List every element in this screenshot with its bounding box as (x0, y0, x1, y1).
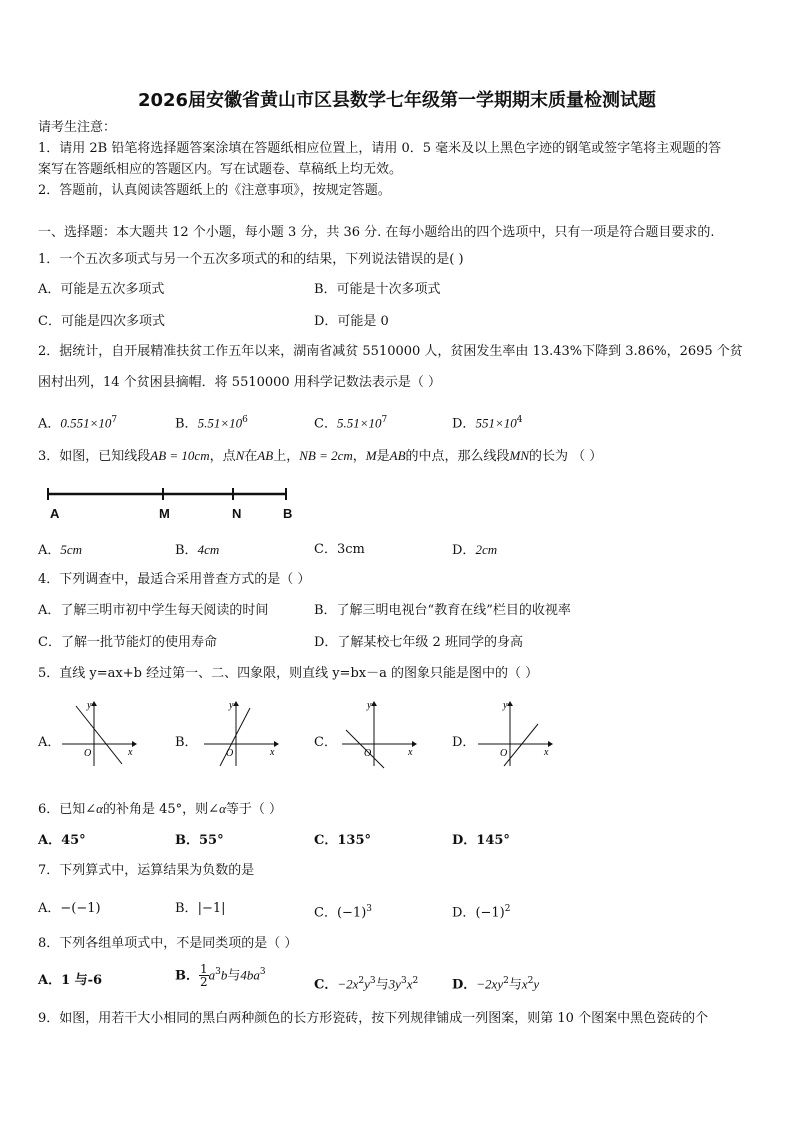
q6-option-c: C．135° (314, 833, 371, 848)
q7-option-d (452, 900, 510, 922)
x-axis-arrow (412, 741, 417, 747)
q2-option-a-exponent: 7 (111, 415, 118, 425)
q5-graph-b (200, 700, 280, 770)
q6-option-a: A．45° (38, 833, 86, 848)
q1-option-c: C．可能是四次多项式 (38, 314, 165, 329)
q8-c-term: −2x (337, 976, 359, 992)
q3-math-n: N (235, 448, 245, 463)
y-axis-arrow (91, 701, 97, 706)
q3-option-c (314, 541, 365, 559)
q8-option-d-label: D． (452, 977, 477, 993)
q3-math-ab3: AB (389, 448, 406, 463)
x-label: x (544, 747, 549, 758)
q6-stem (38, 800, 282, 819)
q8-b-term: 4ba (240, 967, 260, 983)
origin-label: O (226, 748, 234, 759)
q2-option-c-value: 5.51×10 (336, 415, 382, 431)
q5-graph-d (474, 700, 554, 770)
y-label: y (87, 700, 92, 711)
y-label: y (367, 700, 372, 711)
q2-option-a-label: A． (38, 416, 61, 432)
q2-option-c-label: C． (314, 416, 337, 432)
q3-stem (38, 447, 602, 466)
q5-option-c-label: C． (314, 735, 337, 750)
q8-b-conj: 与 (227, 968, 241, 984)
q5-option-a-label: A． (38, 735, 61, 750)
q8-b-exp: 3 (215, 967, 221, 977)
q3-stem-part: 在 (244, 449, 258, 464)
q8-option-d (452, 972, 539, 994)
q3-label-b: B (283, 506, 293, 521)
q8-c-exp: 2 (412, 976, 419, 986)
x-label: x (270, 747, 275, 758)
q1-option-a: A．可能是五次多项式 (38, 282, 165, 297)
q3-option-d-label: D． (452, 543, 476, 558)
q8-stem: 8．下列各组单项式中，不是同类项的是（ ） (38, 936, 298, 951)
q8-c-exp: 3 (400, 976, 407, 986)
q3-stem-part: ， (352, 449, 366, 464)
q8-option-b-fraction (199, 963, 209, 988)
q6-stem-part: 的补角是 45°，则∠ (103, 802, 220, 817)
page-title: 2026届安徽省黄山市区县数学七年级第一学期期末质量检测试题 (137, 90, 657, 111)
q3-stem-part: 的中点，那么线段 (405, 449, 510, 464)
q8-option-c-label: C． (314, 977, 338, 993)
q2-option-c-exponent: 7 (381, 415, 388, 425)
y-axis-arrow (371, 701, 377, 706)
q4-option-a: A．了解三明市初中学生每天阅读的时间 (38, 603, 269, 618)
q3-option-c-value: 3cm (336, 542, 365, 557)
x-label: x (128, 747, 133, 758)
q8-option-a: A．1 与-6 (38, 973, 103, 988)
q8-c-term: y (364, 976, 370, 992)
x-label: x (408, 747, 413, 758)
origin-label: O (500, 748, 508, 759)
q3-math-ab2: AB (257, 448, 274, 463)
q8-d-term: x (521, 976, 528, 992)
q3-option-d (452, 541, 497, 560)
q2-option-a-value: 0.551×10 (60, 415, 112, 431)
q3-stem-part: ，点 (209, 449, 236, 464)
q6-option-d: D．145° (452, 833, 510, 848)
q8-option-b (175, 963, 266, 988)
q7-option-d-exponent: 2 (504, 904, 511, 914)
origin-label: O (364, 748, 372, 759)
q6-alpha: α (219, 801, 226, 816)
q1-stem: 1．一个五次多项式与另一个五次多项式的和的结果，下列说法错误的是( ) (38, 252, 464, 267)
q2-option-b (175, 411, 248, 433)
q3-option-a (38, 541, 82, 560)
notice-item-2: 2．答题前，认真阅读答题纸上的《注意事项》，按规定答题。 (38, 183, 391, 198)
q7-option-a-value: −(−1) (60, 901, 101, 916)
q8-c-exp: 2 (358, 976, 365, 986)
q3-option-b-value: 4cm (197, 542, 220, 557)
graph-line (220, 708, 250, 766)
q8-b-term: a (208, 967, 216, 983)
q7-option-c-exponent: 3 (366, 904, 372, 914)
graph-line (504, 724, 538, 766)
q2-option-c (314, 411, 387, 433)
q7-option-c-label: C． (314, 905, 337, 921)
q8-c-term: 3y (388, 976, 401, 992)
q3-option-a-value: 5cm (60, 542, 83, 557)
q3-stem-part: 上， (273, 449, 300, 464)
q1-option-b: B．可能是十次多项式 (314, 282, 441, 297)
q9-stem: 9．如图，用若干大小相同的黑白两种颜色的长方形瓷砖，按下列规律铺成一列图案，则第 10 个图案中黑色瓷砖的个 (38, 1011, 709, 1026)
q8-d-exp: 2 (503, 976, 509, 986)
q7-stem: 7．下列算式中，运算结果为负数的是 (38, 863, 255, 878)
q4-stem: 4．下列调查中，最适合采用普查方式的是（ ） (38, 572, 311, 587)
q8-c-term: x (406, 976, 413, 992)
q3-option-b-label: B． (175, 543, 198, 558)
q7-option-b-label: B． (175, 901, 198, 916)
q7-option-c-value: (−1) (336, 905, 367, 921)
q2-option-d (452, 411, 522, 433)
q8-option-c (314, 972, 418, 994)
q8-d-term: y (533, 976, 540, 992)
q2-stem-line-2: 困村出列，14 个贫困县摘帽．将 5510000 用科学记数法表示是（ ） (38, 375, 441, 390)
fraction-numerator: 1 (200, 962, 208, 977)
q3-math-ab: AB = 10cm (150, 448, 210, 463)
x-axis-arrow (274, 741, 279, 747)
q4-option-b: B．了解三明电视台“教育在线”栏目的收视率 (314, 603, 571, 618)
notice-item-1-line-1: 1．请用 2B 铅笔将选择题答案涂填在答题纸相应位置上，请用 0．5 毫米及以上黑色字迹的钢笔或签字笔将主观题的答 (38, 141, 722, 156)
q3-math-m: M (365, 448, 377, 463)
q5-option-b-label: B． (175, 735, 198, 750)
q7-option-d-value: (−1) (475, 905, 505, 921)
q2-stem-line-1: 2．据统计，自开展精准扶贫工作五年以来，湖南省减贫 5510000 人，贫困发生率由 13.43%下降到 3.86%，2695 个贫 (38, 344, 743, 359)
q3-option-a-label: A． (38, 543, 61, 558)
q1-option-d: D．可能是 0 (314, 314, 389, 329)
q3-math-mn: MN (509, 448, 530, 463)
q7-option-d-label: D． (452, 905, 476, 921)
q2-option-b-label: B． (175, 416, 198, 432)
q3-option-d-value: 2cm (475, 542, 498, 557)
q8-c-exp: 3 (369, 976, 376, 986)
origin-label: O (84, 748, 92, 759)
q2-option-d-value: 551×10 (475, 415, 517, 431)
q3-stem-part: 3．如图，已知线段 (38, 449, 151, 464)
q7-option-a-label: A． (38, 901, 61, 916)
q7-option-b (175, 900, 226, 918)
y-axis-arrow (233, 701, 239, 706)
q3-math-nb: NB = 2cm (299, 448, 353, 463)
q2-option-b-exponent: 6 (242, 415, 248, 425)
q3-label-m: M (159, 506, 170, 521)
x-axis-arrow (132, 741, 137, 747)
q7-option-a (38, 900, 101, 918)
q7-option-c (314, 900, 372, 922)
notice-heading: 请考生注意： (38, 120, 117, 135)
q3-label-a: A (50, 506, 60, 521)
q4-option-c: C．了解一批节能灯的使用寿命 (38, 635, 217, 650)
q3-option-c-label: C． (314, 542, 337, 557)
q3-stem-part: 是 (376, 449, 390, 464)
y-label: y (503, 700, 508, 711)
y-axis-arrow (507, 701, 513, 706)
q4-option-d: D．了解某校七年级 2 班同学的身高 (314, 635, 523, 650)
q8-d-exp: 2 (527, 976, 534, 986)
q5-graph-c (338, 700, 418, 770)
q8-option-b-label: B． (175, 968, 199, 984)
notice-item-1-line-2: 案写在答题纸相应的答题区内。写在试题卷、草稿纸上均无效。 (38, 162, 403, 177)
q3-segment-figure (40, 484, 300, 524)
section-heading: 一、选择题：本大题共 12 个小题，每小题 3 分，共 36 分. 在每小题给出的四个选项中，只有一项是符合题目要求的. (38, 225, 715, 240)
q2-option-d-label: D． (452, 416, 476, 432)
q6-stem-part: 6．已知∠ (38, 802, 97, 817)
q6-option-b: B．55° (175, 833, 224, 848)
q5-option-d-label: D． (452, 735, 476, 750)
q2-option-a (38, 411, 117, 433)
q3-stem-part: 的长为 （ ） (529, 449, 603, 464)
q8-d-term: −2xy (476, 976, 504, 992)
q2-option-d-exponent: 4 (516, 415, 523, 425)
q6-stem-part: 等于（ ） (225, 802, 283, 817)
q6-alpha: α (96, 801, 103, 816)
q8-d-conj: 与 (508, 977, 522, 993)
x-axis-arrow (548, 741, 553, 747)
q5-stem: 5．直线 y=ax+b 经过第一、二、四象限，则直线 y=bx－a 的图象只能是图中的（ ） (38, 666, 539, 681)
q3-option-b (175, 541, 219, 560)
y-label: y (229, 700, 234, 711)
q7-option-b-value: |−1| (197, 901, 226, 916)
q8-b-term: b (220, 967, 228, 983)
q2-option-b-value: 5.51×10 (197, 415, 243, 431)
graph-line (76, 706, 122, 764)
q3-label-n: N (232, 506, 242, 521)
fraction-denominator: 2 (200, 975, 208, 990)
q5-graph-a (58, 700, 138, 770)
q8-c-conj: 与 (375, 977, 389, 993)
q8-b-exp: 3 (259, 967, 266, 977)
